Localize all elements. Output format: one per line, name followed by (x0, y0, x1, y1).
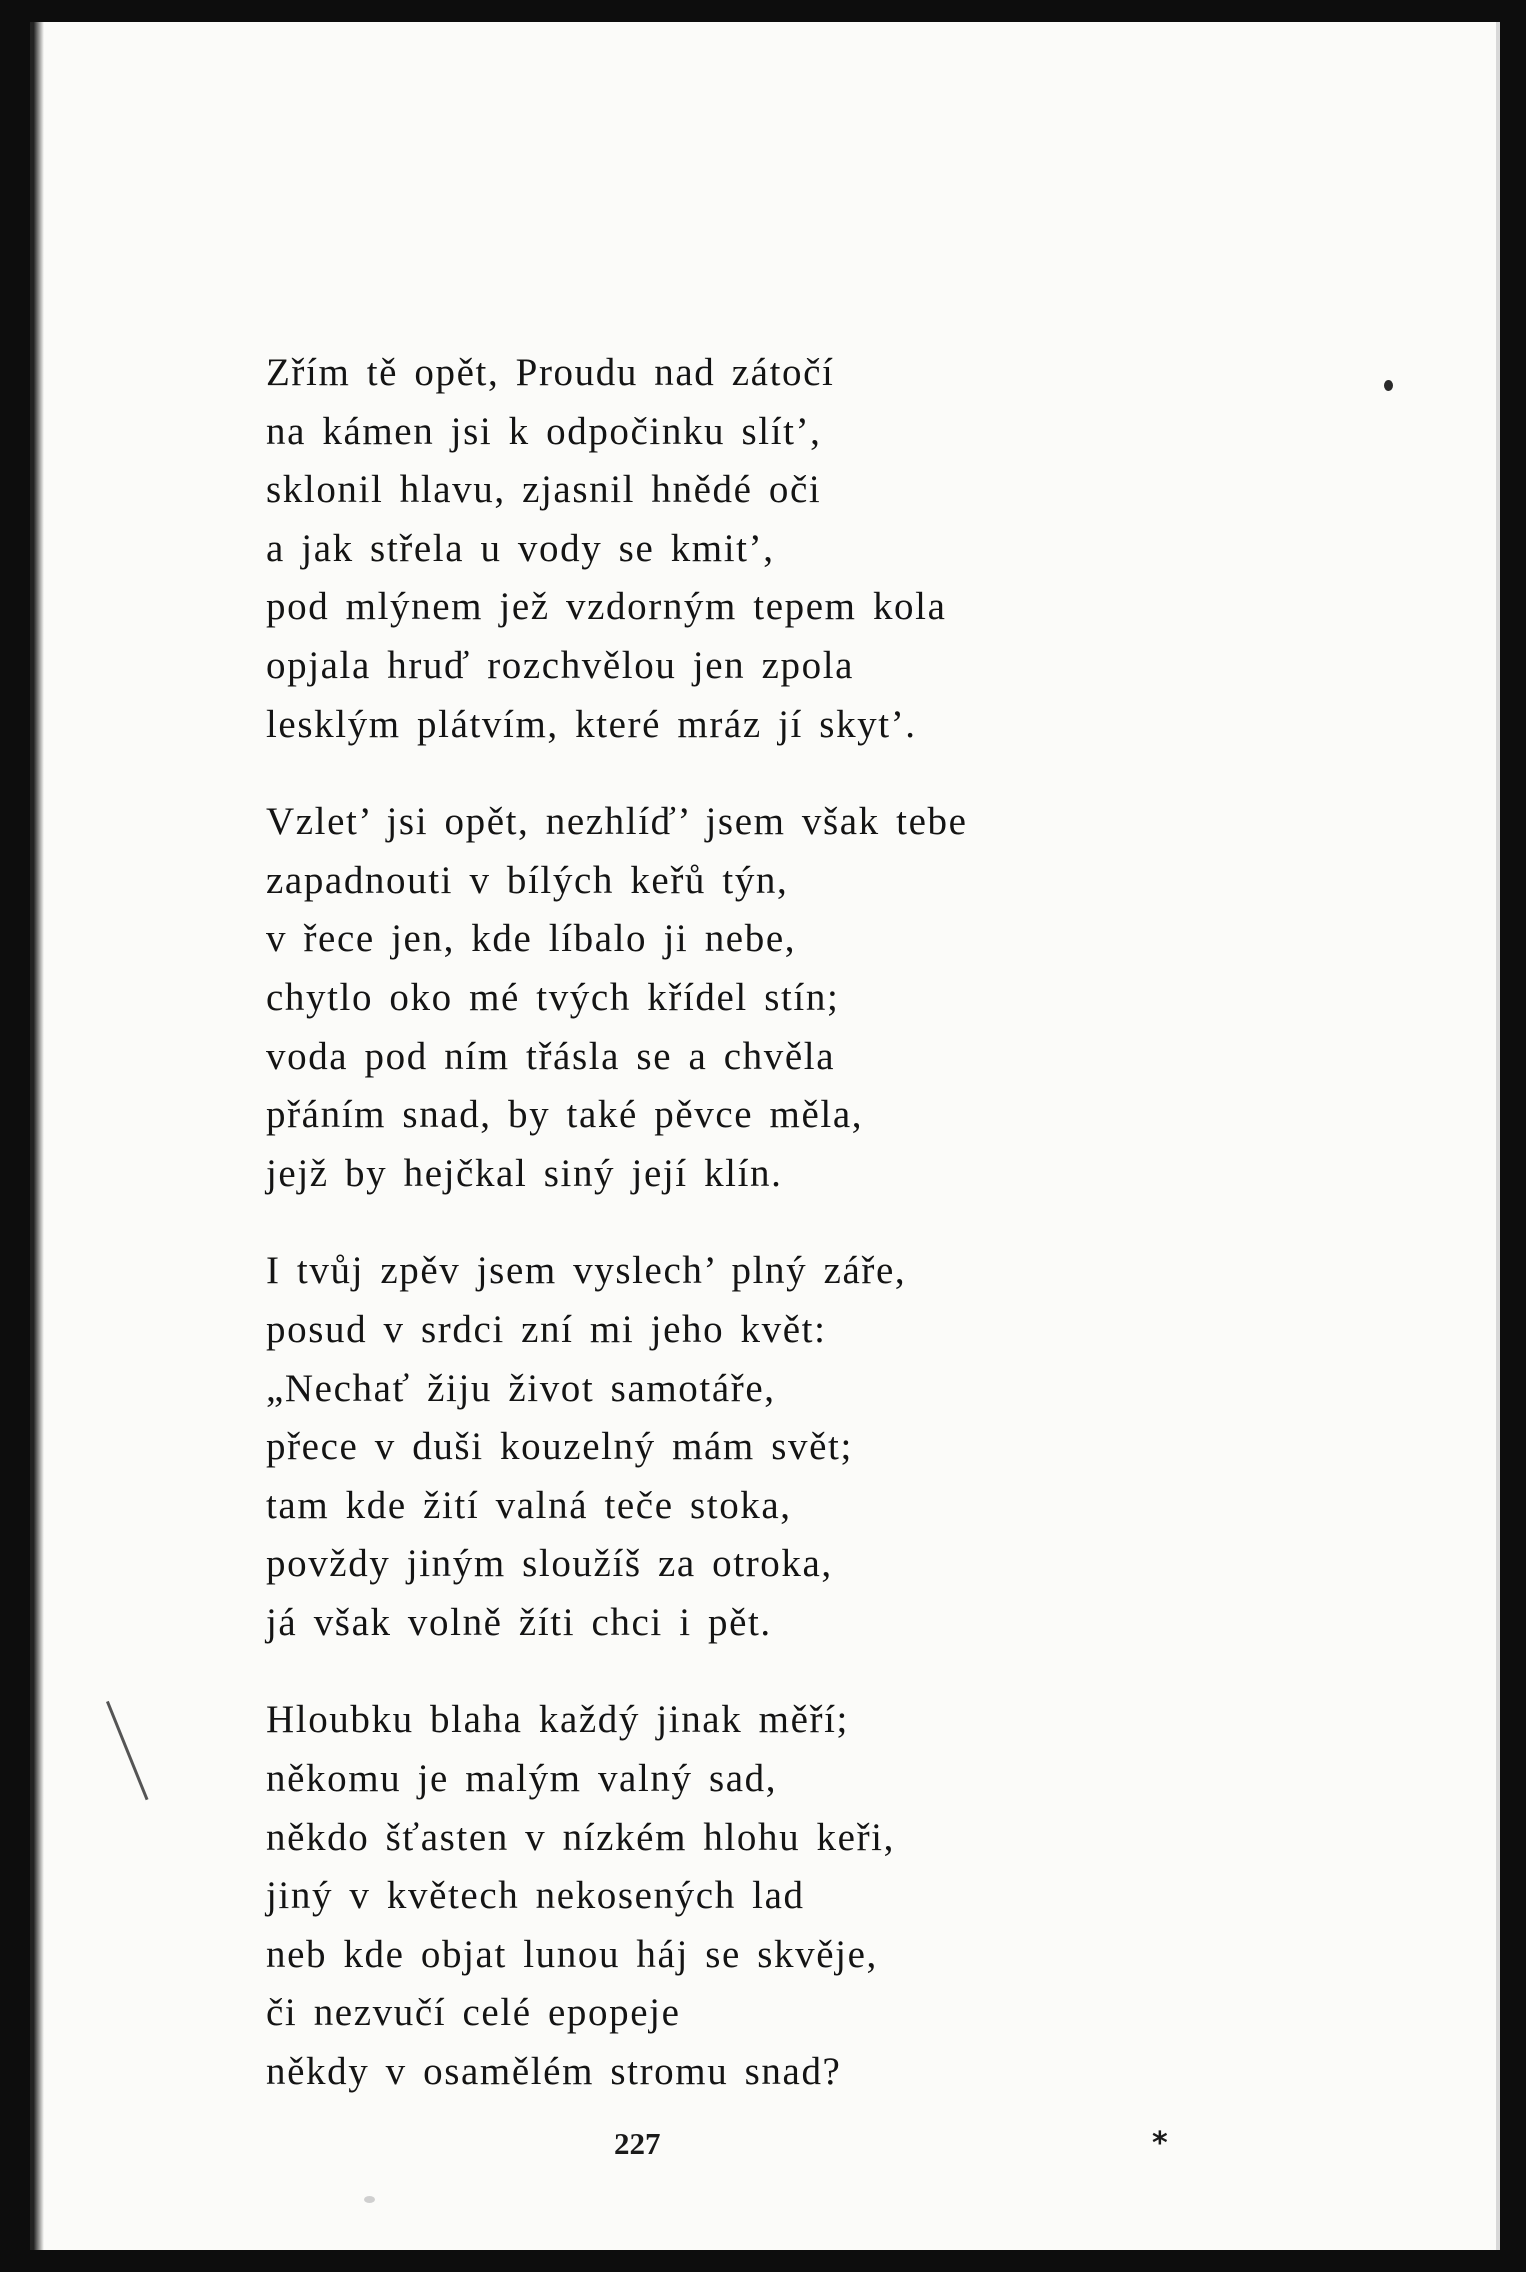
signature-mark: * (1152, 2126, 1168, 2161)
poem-line: Hloubku blaha každý jinak měří; (266, 1698, 849, 1742)
poem-line: sklonil hlavu, zjasnil hnědé oči (266, 468, 822, 512)
book-page (30, 22, 1500, 2250)
poem-line: někomu je malým valný sad, (266, 1757, 778, 1801)
margin-pencil-stroke (106, 1701, 148, 1800)
poem-line: neb kde objat lunou háj se skvěje, (266, 1932, 878, 1976)
stanza-2 (266, 793, 1226, 1203)
poem (266, 344, 1226, 2141)
poem-line: I tvůj zpěv jsem vyslech’ plný záře, (266, 1249, 907, 1293)
poem-line: chytlo oko mé tvých křídel stín; (266, 975, 840, 1019)
poem-line: opjala hruď rozchvělou jen zpola (266, 643, 855, 687)
poem-line: či nezvučí celé epopeje (266, 1991, 681, 2035)
page-number: 227 (614, 2126, 661, 2161)
poem-line: „Nechať žiju život samotáře, (266, 1366, 776, 1410)
poem-line: pod mlýnem jež vzdorným tepem kola (266, 585, 947, 629)
stanza-1 (266, 344, 1226, 754)
poem-line: Zřím tě opět, Proudu nad zátočí (266, 351, 835, 394)
stanza-3 (266, 1242, 1226, 1652)
poem-line: a jak střela u vody se kmit’, (266, 526, 775, 570)
stanza-4 (266, 1691, 1226, 2101)
poem-line: jejž by hejčkal siný její klín. (266, 1151, 783, 1195)
poem-line: zapadnouti v bílých keřů týn, (266, 858, 789, 902)
poem-line: lesklým plátvím, které mráz jí skyt’. (266, 702, 917, 746)
poem-line: přece v duši kouzelný mám svět; (266, 1425, 853, 1469)
spine-shadow (34, 22, 44, 2250)
poem-line: někdo šťasten v nízkém hlohu keři, (266, 1815, 895, 1859)
poem-line: povždy jiným sloužíš za otroka, (266, 1542, 833, 1586)
poem-line: v řece jen, kde líbalo ji nebe, (266, 917, 797, 961)
paper-smudge (364, 2196, 375, 2203)
poem-line: někdy v osamělém stromu snad? (266, 2050, 842, 2094)
poem-line: na kámen jsi k odpočinku slít’, (266, 409, 822, 453)
page-edge (1496, 22, 1500, 2250)
poem-line: já však volně žíti chci i pět. (266, 1600, 772, 1644)
poem-line: jiný v květech nekosených lad (266, 1874, 805, 1918)
poem-line: voda pod ním třásla se a chvěla (266, 1034, 836, 1078)
ink-dot (1384, 380, 1393, 391)
poem-line: přáním snad, by také pěvce měla, (266, 1093, 864, 1137)
poem-line: Vzlet’ jsi opět, nezhlíď’ jsem však tebe (266, 800, 968, 844)
poem-line: posud v srdci zní mi jeho květ: (266, 1307, 827, 1351)
poem-line: tam kde žití valná teče stoka, (266, 1483, 792, 1527)
